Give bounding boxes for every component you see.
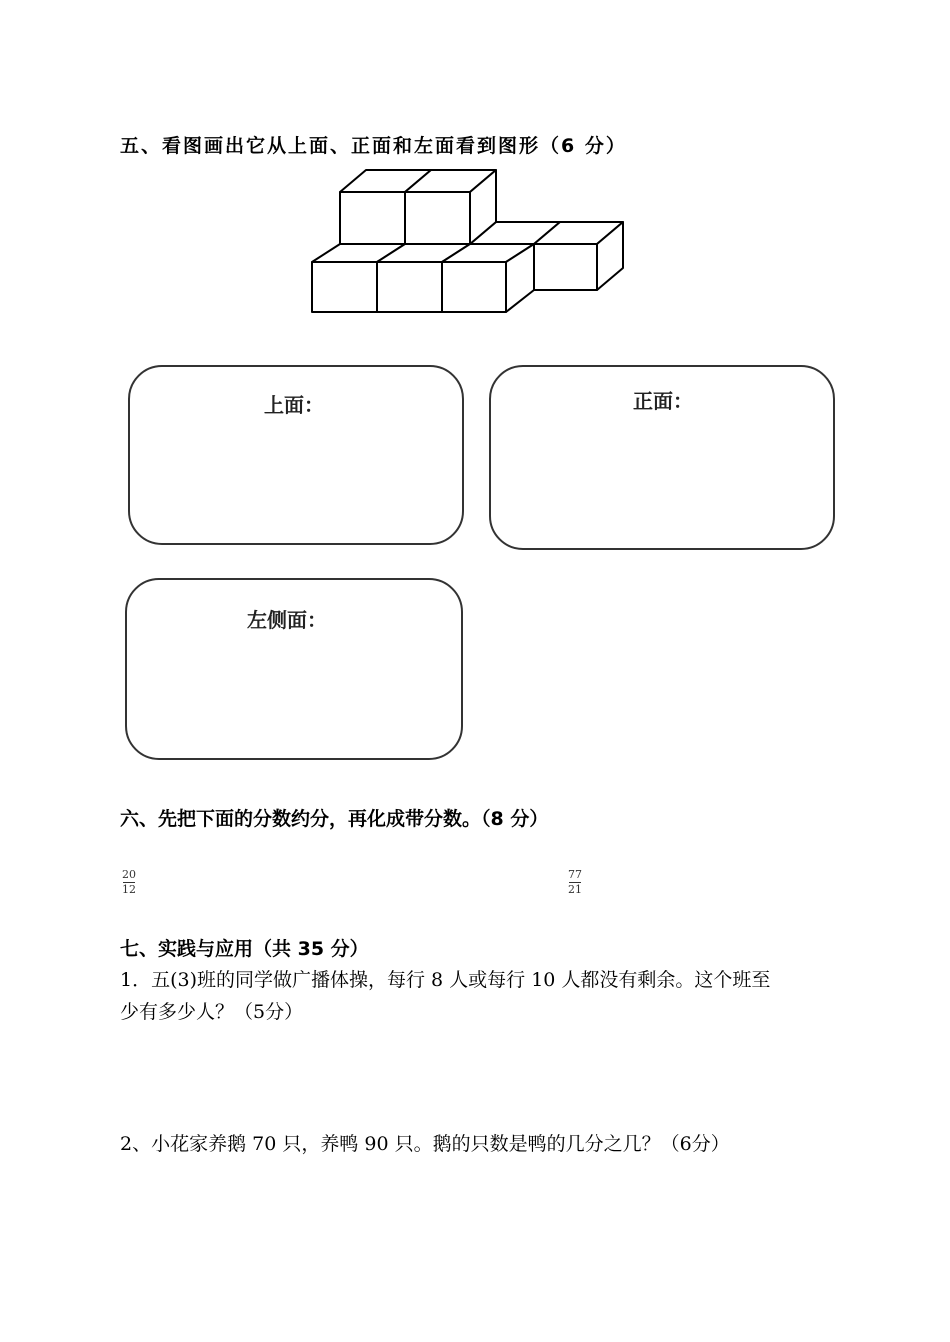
front-view-box [489,365,835,550]
fraction-1 [122,869,136,896]
question-1-line-1: 1．五(3)班的同学做广播体操，每行 8 人或每行 10 人都没有剩余。这个班至 [120,969,771,991]
left-view-label: 左侧面： [247,608,327,632]
fraction-1-numerator: 20 [122,868,136,881]
fraction-1-denominator: 12 [122,883,136,896]
fraction-2-denominator: 21 [568,883,582,896]
front-view-label: 正面： [633,389,693,413]
cube-stack-figure [300,168,640,318]
fraction-2-numerator: 77 [568,868,582,881]
question-1-line-2: 少有多少人？（5分） [120,1001,304,1023]
section7-title: 七、实践与应用（共 35 分） [120,938,369,960]
top-view-label: 上面： [264,393,324,417]
question-2: 2、小花家养鹅 70 只，养鸭 90 只。鹅的只数是鸭的几分之几？（6分） [120,1133,730,1155]
left-view-box [125,578,463,760]
section6-title: 六、先把下面的分数约分，再化成带分数。（8 分） [120,808,549,830]
fraction-2 [568,869,582,896]
top-view-box [128,365,464,545]
section5-title: 五、看图画出它从上面、正面和左面看到图形（6 分） [120,135,627,157]
